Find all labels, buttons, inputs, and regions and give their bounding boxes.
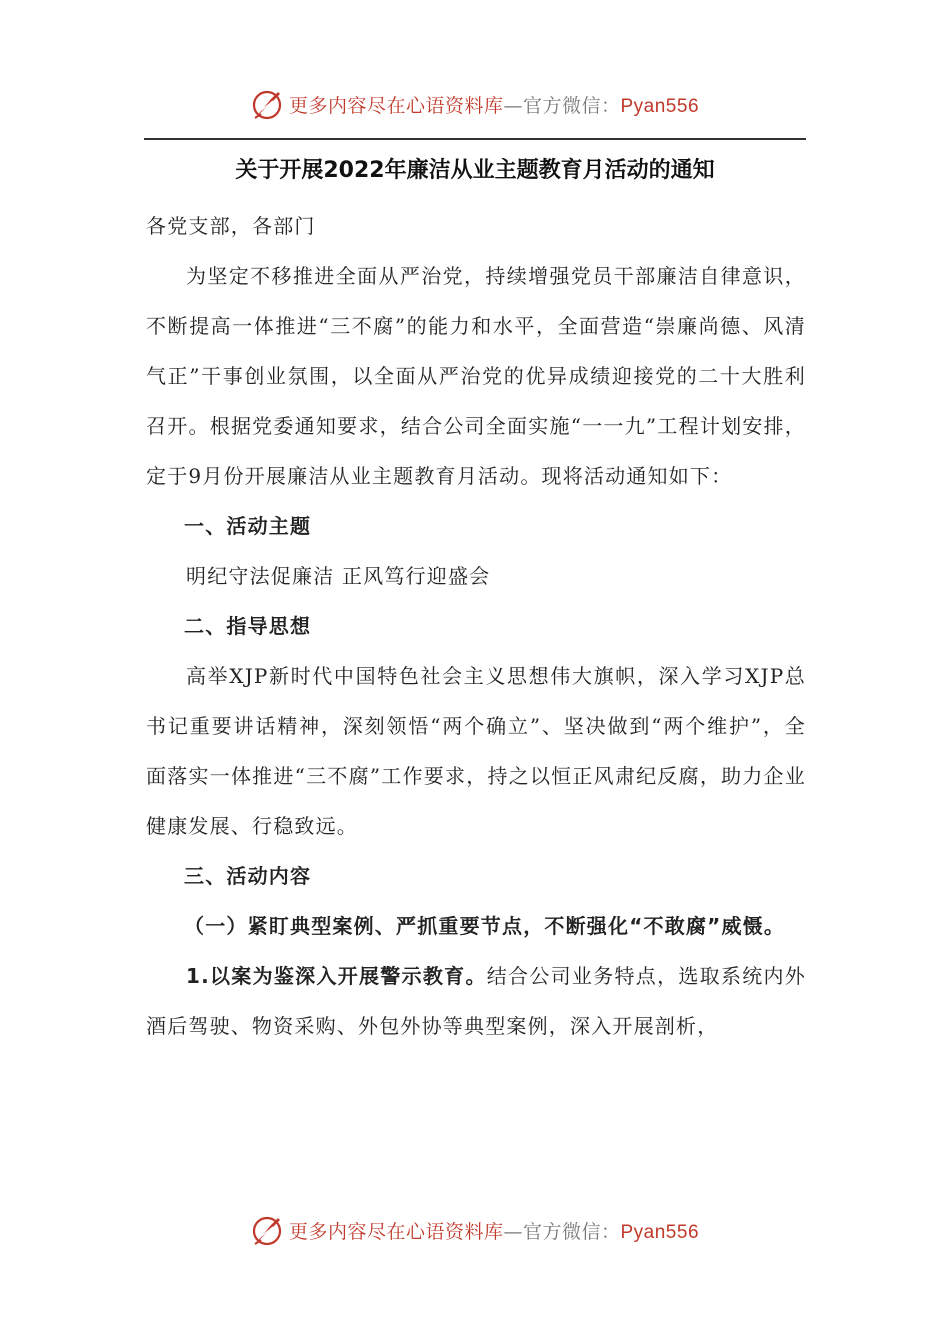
pen-nib-logo-icon	[251, 1213, 285, 1247]
section-2-heading: 二、指导思想	[184, 614, 312, 638]
section-3-heading: 三、活动内容	[184, 864, 312, 888]
section-1-heading: 一、活动主题	[184, 514, 312, 538]
section-1-body: 明纪守法促廉洁 正风笃行迎盛会	[186, 564, 491, 588]
salutation: 各党支部，各部门	[146, 214, 316, 238]
document-title: 关于开展2022年廉洁从业主题教育月活动的通知	[235, 158, 715, 183]
header-banner	[0, 84, 950, 124]
banner-text: 更多内容尽在心语资料库—官方微信：Pyan556	[288, 94, 700, 117]
section-2-body: 高举XJP新时代中国特色社会主义思想伟大旗帜，深入学习XJP总书记重要讲话精神，深刻领悟“两个确立”、坚决做到“两个维护”，全面落实一体推进“三不腐”工作要求，持之以恒正风肃纪反腐，助力企业健康发展、行稳致远。	[146, 664, 806, 838]
section-3-item-1	[146, 951, 806, 1051]
header-divider	[144, 138, 806, 140]
item-1-body: 结合公司业务特点，选取系统内外酒后驾驶、物资采购、外包外协等典型案例，深入开展剖析，	[146, 964, 807, 1038]
document-body	[146, 201, 806, 1051]
section-3-subheading-1: （一）紧盯典型案例、严抓重要节点，不断强化“不敢腐”威慑。	[184, 914, 786, 938]
banner-text: 更多内容尽在心语资料库—官方微信：Pyan556	[288, 1220, 700, 1243]
item-1-lead: 1.以案为鉴深入开展警示教育。	[186, 964, 487, 988]
intro-paragraph: 为坚定不移推进全面从严治党，持续增强党员干部廉洁自律意识，不断提高一体推进“三不腐”的能力和水平，全面营造“崇廉尚德、风清气正”干事创业氛围，以全面从严治党的优异成绩迎接党的二十大胜利召开。根据党委通知要求，结合公司全面实施“一一九”工程计划安排，定于9月份开展廉洁从业主题教育月活动。现将活动通知如下：	[146, 264, 806, 488]
footer-banner	[0, 1210, 950, 1250]
pen-nib-logo-icon	[251, 87, 285, 121]
